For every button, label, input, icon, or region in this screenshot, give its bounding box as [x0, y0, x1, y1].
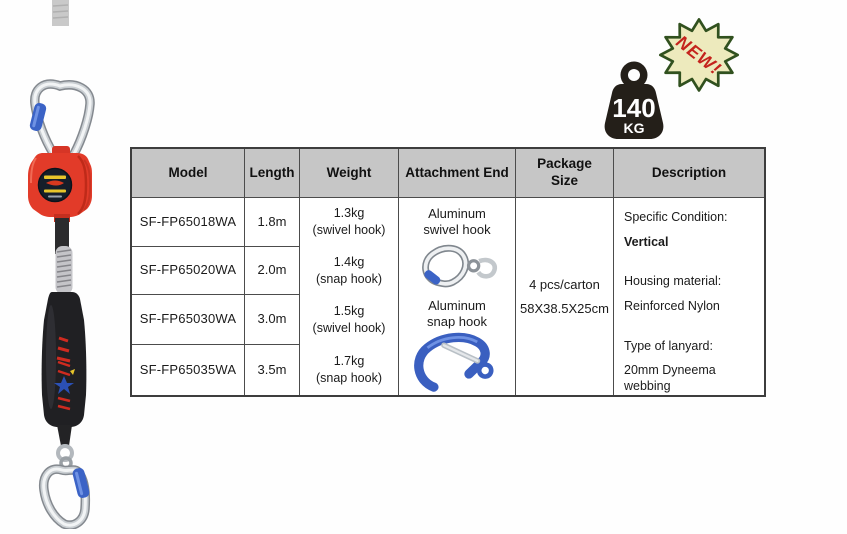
bottom-carabiner: [44, 467, 91, 525]
weight-entry: [316, 247, 382, 295]
weight-note: (snap hook): [315, 271, 382, 286]
description-group: [624, 339, 758, 404]
description-value: 20mm Dyneema webbing: [624, 363, 716, 393]
housing-label: [39, 169, 72, 202]
description-value: Vertical: [624, 234, 669, 249]
spring-coil: [56, 246, 73, 294]
col-header-package-size: Package Size: [516, 149, 614, 198]
weight-note: (snap hook): [315, 370, 382, 385]
package-size-column: [516, 198, 614, 395]
starburst-icon: [652, 14, 746, 98]
webbing-taper: [57, 425, 72, 446]
new-badge: [652, 14, 746, 98]
spec-table: [130, 147, 766, 397]
weight-column: [300, 198, 399, 395]
weight-value: 1.3kg: [333, 206, 365, 221]
col-header-weight: Weight: [300, 149, 399, 198]
weight-value: 1.5kg: [333, 303, 365, 318]
col-header-attachment-end: Attachment End: [399, 149, 516, 198]
description-value: Reinforced Nylon: [624, 298, 720, 313]
weight-value: 1.7kg: [333, 353, 365, 368]
housing: [28, 146, 92, 222]
description-label: Type of lanyard:: [624, 338, 713, 353]
swivel-hook-image: [409, 239, 505, 296]
description-group: [624, 274, 721, 323]
description-group: [624, 210, 728, 259]
weight-entry: [313, 295, 386, 345]
table-row-length: 3.5m: [245, 345, 300, 395]
package-dimensions: 58X38.5X25cm: [520, 300, 609, 316]
table-row-length: 1.8m: [245, 198, 300, 247]
table-row-model: SF-FP65018WA: [132, 198, 245, 247]
attachment-end-column: [399, 198, 516, 395]
table-row-model: SF-FP65030WA: [132, 295, 245, 345]
shock-absorber-pouch: [42, 292, 87, 427]
snap-hook-image: [405, 330, 509, 395]
table-row-model: SF-FP65020WA: [132, 247, 245, 295]
weight-entry: [316, 345, 382, 395]
capacity-value: 140: [612, 93, 656, 123]
weight-value: 1.4kg: [333, 254, 365, 269]
col-header-description: Description: [614, 149, 764, 198]
weight-note: (swivel hook): [312, 320, 386, 335]
new-badge-label: NEW!: [672, 31, 726, 79]
product-photo: [0, 0, 130, 529]
col-header-model: Model: [132, 149, 245, 198]
table-row-length: 2.0m: [245, 247, 300, 295]
weight-entry: [313, 198, 386, 247]
swivel-hook-label: Aluminum swivel hook: [423, 206, 491, 238]
package-quantity: 4 pcs/carton: [529, 276, 600, 292]
description-label: Housing material:: [624, 274, 722, 289]
col-header-length: Length: [245, 149, 300, 198]
table-row-length: 3.0m: [245, 295, 300, 345]
capacity-unit: KG: [623, 120, 645, 136]
fall-arrester-image: [0, 0, 130, 529]
description-column: [614, 198, 764, 395]
weight-note: (swivel hook): [312, 223, 386, 237]
top-webbing-strap: [52, 0, 69, 26]
table-row-model: SF-FP65035WA: [132, 345, 245, 395]
snap-hook-label: Aluminum snap hook: [427, 297, 487, 330]
description-label: Specific Condition:: [624, 210, 728, 224]
